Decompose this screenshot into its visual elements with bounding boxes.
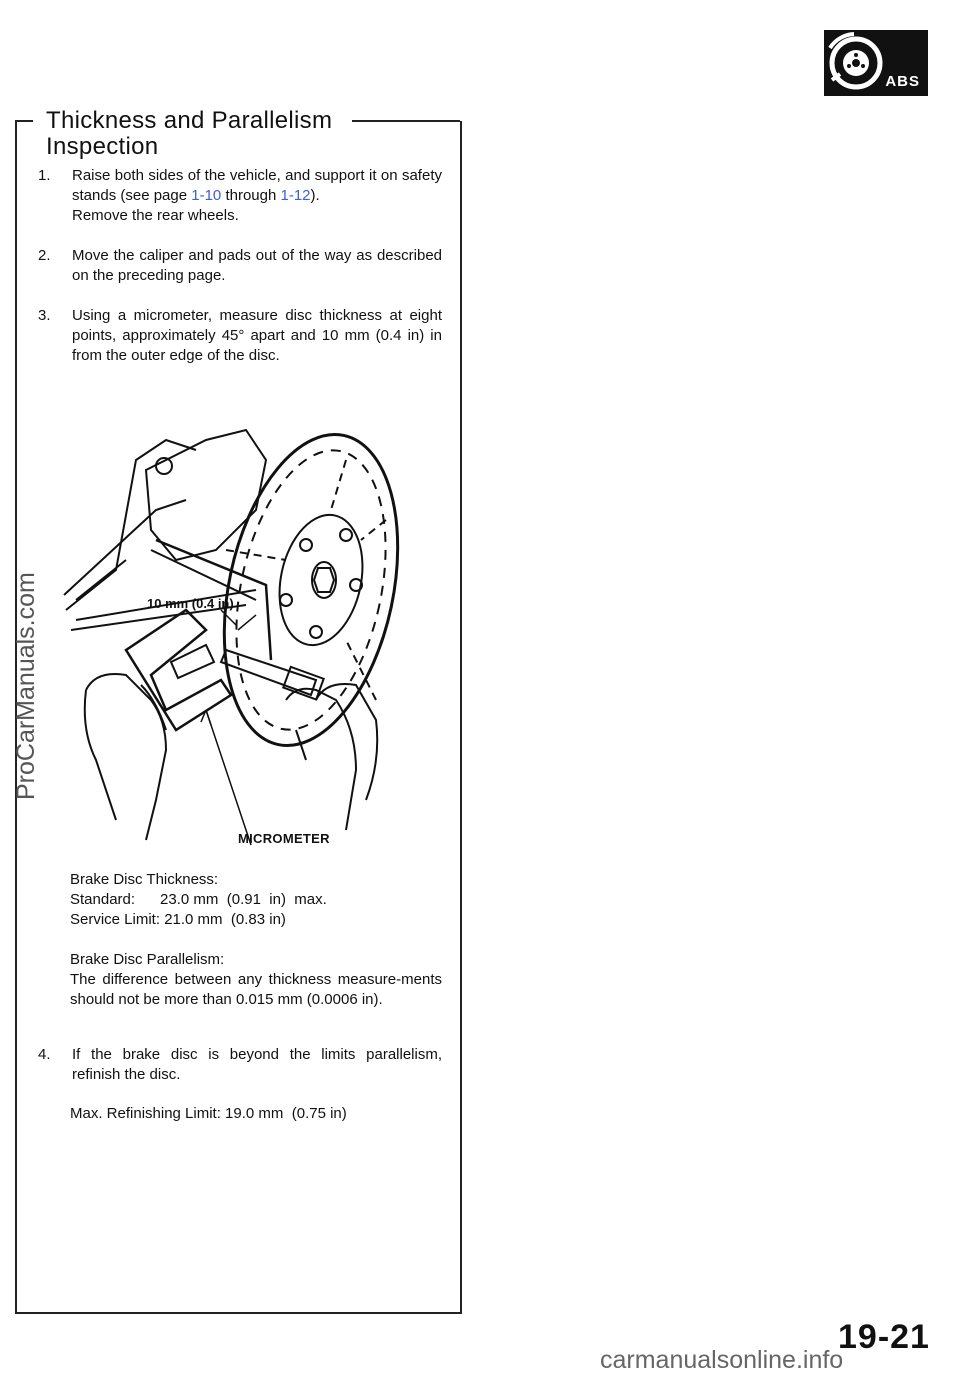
section-title bbox=[46, 108, 338, 160]
step-1-text: Raise both sides of the vehicle, and support it on safety stands (see page bbox=[72, 167, 442, 204]
step-number: 3. bbox=[38, 307, 51, 324]
refinishing-limit bbox=[70, 1104, 442, 1124]
thickness-heading: Brake Disc Thickness: bbox=[70, 871, 219, 888]
section-title-line2: Inspection bbox=[46, 133, 159, 160]
parallelism-heading: Brake Disc Parallelism: bbox=[70, 951, 225, 968]
frame-top-right-rule bbox=[352, 120, 460, 122]
figure-label-micrometer: MICROMETER bbox=[238, 831, 330, 846]
step-1-text-after: ). bbox=[310, 187, 320, 204]
procedure-steps bbox=[38, 166, 442, 366]
procedure-step-4 bbox=[38, 1045, 442, 1085]
specifications bbox=[70, 870, 442, 1010]
step-2-text: Move the caliper and pads out of the way as described on the preceding page. bbox=[72, 247, 442, 284]
watermark-bottom: carmanualsonline.info bbox=[600, 1346, 844, 1374]
parallelism-text: The difference between any thickness measure-ments should not be more than 0.015 mm (0.0006 in). bbox=[70, 971, 442, 1008]
frame-top-left-rule bbox=[15, 120, 33, 122]
step-2 bbox=[38, 246, 442, 286]
step-1 bbox=[38, 166, 442, 226]
abs-logo-text: ABS bbox=[885, 73, 920, 90]
step-1-line2: Remove the rear wheels. bbox=[72, 207, 239, 224]
refinishing-limit-text: Max. Refinishing Limit: 19.0 mm (0.75 in) bbox=[70, 1105, 347, 1122]
step-number: 4. bbox=[38, 1046, 51, 1063]
step-4-text: If the brake disc is beyond the limits parallelism, refinish the disc. bbox=[72, 1046, 442, 1083]
brake-disc-icon bbox=[824, 30, 894, 96]
step-3-text: Using a micrometer, measure disc thickness at eight points, approximately 45° apart and 10 mm (0.4 in) in from the outer edge of the disc. bbox=[72, 307, 442, 364]
figure-label-distance: 10 mm (0.4 in) bbox=[147, 596, 234, 611]
abs-logo bbox=[824, 30, 928, 96]
step-4 bbox=[38, 1045, 442, 1085]
step-1-text-between: through bbox=[221, 187, 281, 204]
watermark-side: ProCarManuals.com bbox=[12, 572, 40, 800]
step-3 bbox=[38, 306, 442, 366]
section-title-line1: Thickness and Parallelism bbox=[46, 107, 333, 134]
micrometer-illustration bbox=[56, 400, 406, 860]
step-number: 1. bbox=[38, 167, 51, 184]
page-link-1-10[interactable]: 1-10 bbox=[191, 187, 222, 204]
page-link-1-12[interactable]: 1-12 bbox=[280, 187, 311, 204]
page-number: 19-21 bbox=[838, 1318, 930, 1356]
thickness-service-limit: Service Limit: 21.0 mm (0.83 in) bbox=[70, 911, 286, 928]
thickness-standard: Standard: 23.0 mm (0.91 in) max. bbox=[70, 891, 327, 908]
step-number: 2. bbox=[38, 247, 51, 264]
